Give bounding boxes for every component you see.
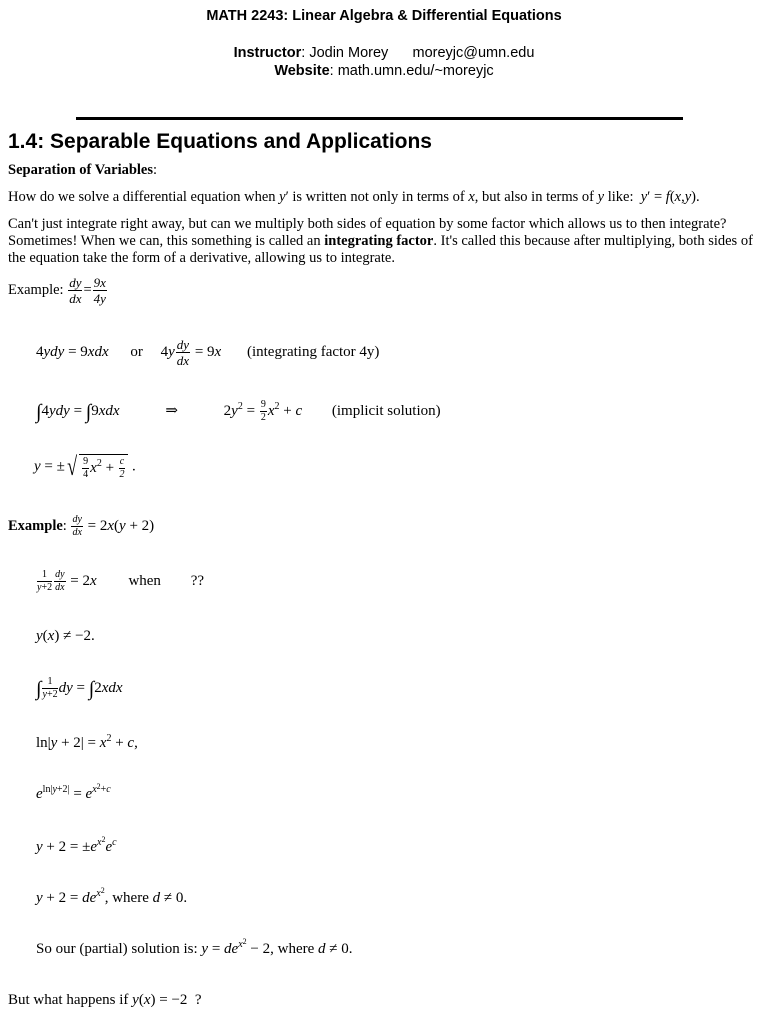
question-marks: ?? [190, 572, 205, 589]
so-text: So our (partial) solution is: [36, 941, 198, 957]
p1-like: like: [607, 189, 634, 205]
section-title: 1.4: Separable Equations and Applications [8, 130, 432, 153]
eq-6: ∫ $\frac{1}{y+2}$ dy = ∫2xdx [36, 676, 123, 700]
closing-question-mark: ? [194, 992, 202, 1008]
website-label: Website [274, 63, 330, 79]
website-url: math.umn.edu/~moreyjc [337, 63, 494, 79]
eq-8: $e^{ln|y+2|} = e^{x^2+c}$ [36, 782, 111, 802]
p2-bold: integrating factor [324, 233, 434, 249]
instructor-label: Instructor [233, 45, 302, 61]
eq-9: $y + 2 = \pm e^{x^2}e^c$ [36, 835, 117, 855]
p1-start: How do we solve a differential equation when [8, 189, 276, 205]
instructor-name: Jodin Morey [309, 45, 389, 61]
integrating-factor-note: (integrating factor 4y) [246, 343, 380, 360]
eq-4: $\frac{1}{y+2}$ $\frac{dy}{dx}$ = 2x when ?? [37, 569, 205, 593]
eq-7: $\ln|y + 2| = x^2 + c$, [36, 733, 138, 751]
subheading-text: Separation of Variables [8, 162, 154, 178]
header-divider [76, 117, 683, 120]
section-title-text: Separable Equations and Applications [50, 130, 432, 153]
when-word: when [128, 572, 161, 589]
eq-1: 4ydy = 9xdx or 4y $\frac{dy}{dx}$ = 9x (integrating factor 4y) [36, 337, 380, 368]
eq-2: ∫4ydy = ∫9xdx ⇒ $2y^2$ = $\frac{9}{2}$ $x^2 + c$ (implicit solution) [36, 399, 441, 423]
course-code: MATH 2243 [206, 8, 284, 24]
p1-mid2: , but also in terms of [474, 189, 595, 205]
course-title: Linear Algebra & Differential Equations [292, 8, 562, 24]
where-word-1: where [112, 890, 149, 906]
course-header: MATH 2243: Linear Algebra & Differential Equations [206, 8, 562, 24]
paragraph-1: How do we solve a differential equation when y′ is written not only in terms of x, but also in terms of y like: y′ = f(x,y). [8, 189, 700, 205]
eq-5: y(x) ≠ −2. [36, 628, 95, 644]
example-1-label: Example: [8, 281, 64, 298]
p2-before: Can't just integrate right away, but can we multiply both sides of equation by some factor which allows us to then integrate? Sometimes! When we can, this something is called an [8, 216, 727, 249]
website-line: Website: math.umn.edu/~moreyjc [274, 63, 494, 79]
eq-10: $y + 2 = de^{x^2}$, where d ≠ 0. [36, 886, 188, 906]
implicit-note: (implicit solution) [331, 402, 441, 419]
example-2-heading: Example: $\frac{dy}{dx}$ = 2x(y + 2) [8, 514, 155, 538]
instructor-line: Instructor: Jodin Morey moreyjc@umn.edu [233, 45, 535, 61]
example-2-label: Example [8, 517, 63, 534]
p1-mid: is written not only in terms of [292, 189, 465, 205]
closing-question: But what happens if y(x) = −2 ? [8, 992, 202, 1008]
closing-text: But what happens if [8, 992, 129, 1008]
partial-solution: So our (partial) solution is: $y = de^{x^2} - 2$, where d ≠ 0. [36, 937, 353, 957]
subheading: Separation of Variables: [8, 162, 158, 178]
p2-after: . It's called this because after multiplying, both sides of the equation take the form of a derivative, allowing us to integrate. [8, 233, 753, 266]
instructor-email: moreyjc@umn.edu [412, 45, 535, 61]
eq-3: y = ±√ $\frac{9}{4}$ $x^2$ + $\frac{c}{2}$ . [34, 452, 136, 481]
example-1-heading: Example: $\frac{dy}{dx}$ = $\frac{9x}{4y}$ [8, 275, 106, 306]
where-word-2: where [277, 941, 315, 957]
or-word: or [130, 343, 143, 360]
paragraph-2 [8, 216, 760, 267]
section-number: 1.4 [8, 130, 38, 153]
